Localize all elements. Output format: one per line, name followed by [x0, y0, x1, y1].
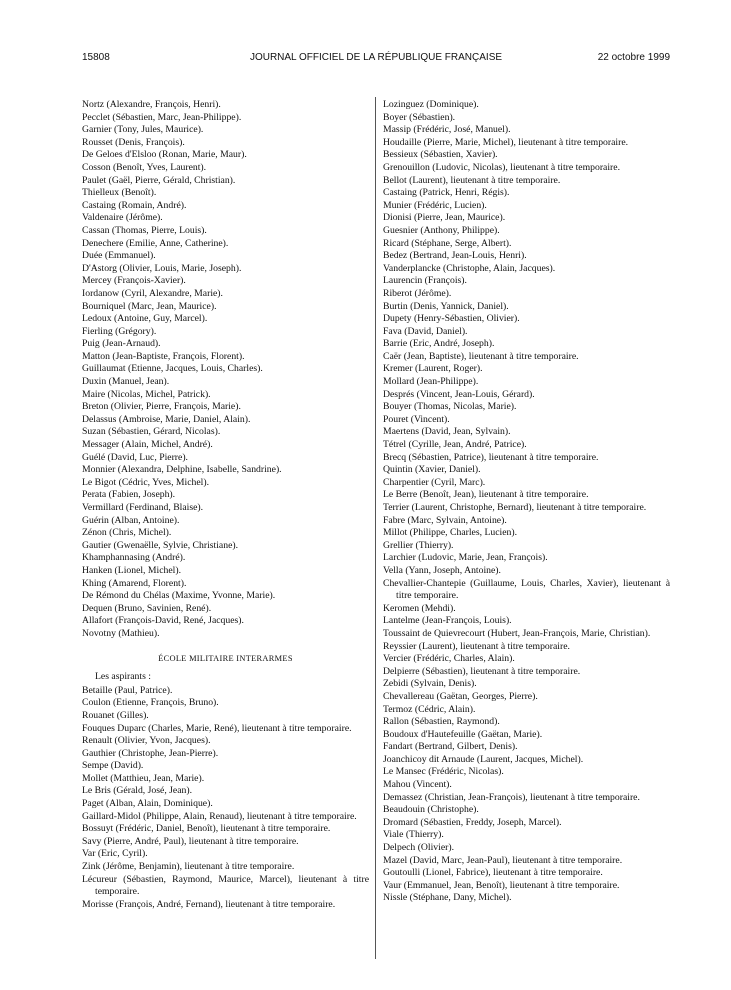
list-item: Termoz (Cédric, Alain). — [383, 703, 476, 715]
list-item: Chevallereau (Gaëtan, Georges, Pierre). — [383, 690, 538, 702]
list-item: Charpentier (Cyril, Marc). — [383, 476, 486, 488]
list-item: Terrier (Laurent, Christophe, Bernard), lieutenant à titre temporaire. — [383, 502, 647, 513]
list-item: Larchier (Ludovic, Marie, Jean, François). — [383, 552, 548, 564]
list-item: D'Astorg (Olivier, Louis, Marie, Joseph). — [82, 262, 242, 274]
publication-date: 22 octobre 1999 — [597, 52, 670, 63]
list-item: Després (Vincent, Jean-Louis, Gérard). — [383, 388, 535, 400]
list-item: Houdaille (Pierre, Marie, Michel), lieutenant à titre temporaire. — [383, 136, 629, 148]
list-item: Betaille (Paul, Patrice). — [82, 684, 173, 696]
list-item: Mollet (Matthieu, Jean, Marie). — [82, 772, 205, 784]
left-column — [82, 99, 369, 961]
right-entry-list — [383, 99, 670, 905]
page-header — [82, 52, 670, 66]
list-item: Dupety (Henry-Sébastien, Olivier). — [383, 313, 520, 325]
list-item: Mahou (Vincent). — [383, 779, 452, 791]
list-item: Le Bris (Gérald, José, Jean). — [82, 785, 193, 797]
list-item: Mollard (Jean-Philippe). — [383, 376, 479, 388]
list-item: Khamphannasing (André). — [82, 552, 186, 564]
list-item: Bossuyt (Frédéric, Daniel, Benoît), lieutenant à titre temporaire. — [82, 823, 331, 835]
list-item: Suzan (Sébastien, Gérard, Nicolas). — [82, 426, 221, 438]
list-item: Ledoux (Antoine, Guy, Marcel). — [82, 313, 208, 325]
list-item: Maire (Nicolas, Michel, Patrick). — [82, 388, 211, 400]
list-item: Thielleux (Benoît). — [82, 187, 157, 199]
list-item: Gauthier (Christophe, Jean-Pierre). — [82, 747, 219, 759]
list-item: Reyssier (Laurent), lieutenant à titre temporaire. — [383, 640, 570, 652]
list-item: Vercier (Frédéric, Charles, Alain). — [383, 653, 515, 665]
list-item: Boyer (Sébastien). — [383, 111, 456, 123]
list-item: Gaillard-Midol (Philippe, Alain, Renaud), lieutenant à titre temporaire. — [82, 810, 357, 822]
section-title: ÉCOLE MILITAIRE INTERARMES — [158, 653, 293, 663]
list-item: Chevallier-Chantepie (Guillaume, Louis, Charles, Xavier), lieutenant à titre temporaire. — [383, 577, 670, 602]
list-item: Allafort (François-David, René, Jacques). — [82, 615, 244, 627]
right-column — [383, 99, 670, 961]
list-item: Duée (Emmanuel). — [82, 250, 156, 262]
list-item: Grellier (Thierry). — [383, 539, 454, 551]
list-item: Khing (Amarend, Florent). — [82, 577, 187, 589]
list-item: Barrie (Eric, André, Joseph). — [383, 338, 495, 350]
list-item: Guérin (Alban, Antoine). — [82, 514, 180, 526]
list-item: Vanderplancke (Christophe, Alain, Jacques). — [383, 262, 556, 274]
journal-title: JOURNAL OFFICIEL DE LA RÉPUBLIQUE FRANÇAISE — [249, 52, 503, 63]
list-item: Viale (Thierry). — [383, 829, 444, 841]
list-item: Caër (Jean, Baptiste), lieutenant à titre temporaire. — [383, 350, 579, 362]
list-item: Paget (Alban, Alain, Dominique). — [82, 798, 213, 810]
list-item: Breton (Olivier, Pierre, François, Marie). — [82, 401, 241, 413]
list-item: Var (Eric, Cyril). — [82, 848, 148, 860]
list-item: Pouret (Vincent). — [383, 413, 450, 425]
list-item: Rousset (Denis, François). — [82, 136, 185, 148]
list-item: Puig (Jean-Arnaud). — [82, 338, 161, 350]
list-item: Delpech (Olivier). — [383, 842, 455, 854]
list-item: Lécureur (Sébastien, Raymond, Maurice, Marcel), lieutenant à titre temporaire. — [82, 873, 369, 898]
section-entry-list — [82, 685, 369, 912]
list-item: Keromen (Mehdi). — [383, 602, 456, 614]
list-item: Massip (Frédéric, José, Manuel). — [383, 124, 511, 136]
list-item: Maertens (David, Jean, Sylvain). — [383, 426, 511, 438]
column-divider — [375, 97, 376, 959]
list-item: Duxin (Manuel, Jean). — [82, 376, 170, 388]
list-item: Renault (Olivier, Yvon, Jacques). — [82, 735, 211, 747]
list-item: Le Berre (Benoît, Jean), lieutenant à titre temporaire. — [383, 489, 589, 501]
list-item: Monnier (Alexandra, Delphine, Isabelle, Sandrine). — [82, 464, 282, 476]
list-item: Millot (Philippe, Charles, Lucien). — [383, 527, 517, 539]
list-item: Iordanow (Cyril, Alexandre, Marie). — [82, 287, 223, 299]
list-item: Fabre (Marc, Sylvain, Antoine). — [383, 514, 507, 526]
list-item: Brecq (Sébastien, Patrice), lieutenant à titre temporaire. — [383, 451, 599, 463]
list-item: Le Mansec (Frédéric, Nicolas). — [383, 766, 504, 778]
list-item: Mazel (David, Marc, Jean-Paul), lieutenant à titre temporaire. — [383, 854, 623, 866]
list-item: Vermillard (Ferdinand, Blaise). — [82, 502, 204, 513]
list-item: Grenouillon (Ludovic, Nicolas), lieutenant à titre temporaire. — [383, 161, 620, 173]
list-item: Laurencin (François). — [383, 275, 467, 287]
list-item: Savy (Pierre, André, Paul), lieutenant à titre temporaire. — [82, 835, 299, 847]
list-item: Dionisi (Pierre, Jean, Maurice). — [383, 212, 506, 224]
list-item: Ricard (Stéphane, Serge, Albert). — [383, 237, 512, 249]
section-subheading: Les aspirants : — [95, 671, 151, 683]
list-item: Denechere (Emilie, Anne, Catherine). — [82, 237, 229, 249]
list-item: Le Bigot (Cédric, Yves, Michel). — [82, 476, 209, 488]
list-item: Bessieux (Sébastien, Xavier). — [383, 149, 498, 161]
list-item: Zink (Jérôme, Benjamin), lieutenant à titre temporaire. — [82, 861, 295, 873]
list-item: Lantelme (Jean-François, Louis). — [383, 615, 512, 627]
list-item: Delassus (Ambroise, Marie, Daniel, Alain). — [82, 413, 251, 425]
list-item: Goutoulli (Lionel, Fabrice), lieutenant à titre temporaire. — [383, 867, 603, 879]
list-item: Vaur (Emmanuel, Jean, Benoît), lieutenant à titre temporaire. — [383, 879, 620, 891]
list-item: Demassez (Christian, Jean-François), lieutenant à titre temporaire. — [383, 791, 640, 803]
list-item: Zebidi (Sylvain, Denis). — [383, 678, 477, 690]
list-item: Joanchicoy dit Arnaude (Laurent, Jacques, Michel). — [383, 753, 584, 765]
list-item: Kremer (Laurent, Roger). — [383, 363, 483, 375]
list-item: De Geloes d'Elsloo (Ronan, Marie, Maur). — [82, 149, 247, 161]
list-item: Boudoux d'Hautefeuille (Gaëtan, Marie). — [383, 728, 543, 740]
list-item: Garnier (Tony, Jules, Maurice). — [82, 124, 204, 136]
list-item: Mercey (François-Xavier). — [82, 275, 186, 287]
list-item: Rallon (Sébastien, Raymond). — [383, 716, 500, 728]
list-item: Fava (David, Daniel). — [383, 325, 468, 337]
list-item: Fierling (Grégory). — [82, 325, 157, 337]
list-item: Bourniquel (Marc, Jean, Maurice). — [82, 300, 217, 312]
list-item: Bellot (Laurent), lieutenant à titre temporaire. — [383, 174, 561, 186]
list-item: De Rémond du Chélas (Maxime, Yvonne, Marie). — [82, 590, 276, 602]
left-entry-list — [82, 99, 369, 641]
list-item: Perata (Fabien, Joseph). — [82, 489, 176, 501]
list-item: Cassan (Thomas, Pierre, Louis). — [82, 224, 207, 236]
list-item: Messager (Alain, Michel, André). — [82, 439, 213, 451]
list-item: Bedez (Bertrand, Jean-Louis, Henri). — [383, 250, 527, 262]
list-item: Zénon (Chris, Michel). — [82, 527, 172, 539]
list-item: Dromard (Sébastien, Freddy, Joseph, Marcel). — [383, 816, 562, 828]
list-item: Matton (Jean-Baptiste, François, Florent). — [82, 350, 245, 362]
list-item: Riberot (Jérôme). — [383, 287, 452, 299]
list-item: Burtin (Denis, Yannick, Daniel). — [383, 300, 509, 312]
list-item: Morisse (François, André, Fernand), lieutenant à titre temporaire. — [82, 898, 336, 910]
list-item: Sempe (David). — [82, 760, 144, 772]
list-item: Tétrel (Cyrille, Jean, André, Patrice). — [383, 439, 527, 451]
list-item: Coulon (Etienne, François, Bruno). — [82, 697, 219, 709]
list-item: Fandart (Bertrand, Gilbert, Denis). — [383, 741, 518, 753]
list-item: Gautier (Gwenaëlle, Sylvie, Christiane). — [82, 539, 239, 551]
list-item: Delpierre (Sébastien), lieutenant à titre temporaire. — [383, 665, 581, 677]
list-item: Nortz (Alexandre, François, Henri). — [82, 99, 221, 110]
list-item: Quintin (Xavier, Daniel). — [383, 464, 481, 476]
list-item: Paulet (Gaël, Pierre, Gérald, Christian). — [82, 174, 236, 186]
list-item: Hanken (Lionel, Michel). — [82, 564, 181, 576]
list-item: Beaudouin (Christophe). — [383, 804, 479, 816]
list-item: Nissle (Stéphane, Dany, Michel). — [383, 892, 512, 904]
list-item: Guélé (David, Luc, Pierre). — [82, 451, 188, 463]
list-item: Bouyer (Thomas, Nicolas, Marie). — [383, 401, 517, 413]
list-item: Cosson (Benoît, Yves, Laurent). — [82, 161, 207, 173]
list-item: Munier (Frédéric, Lucien). — [383, 199, 487, 211]
list-item: Guillaumat (Etienne, Jacques, Louis, Charles). — [82, 363, 263, 375]
list-item: Castaing (Romain, André). — [82, 199, 187, 211]
list-item: Toussaint de Quievrecourt (Hubert, Jean-François, Marie, Christian). — [383, 627, 651, 639]
list-item: Castaing (Patrick, Henri, Régis). — [383, 187, 510, 199]
list-item: Guesnier (Anthony, Philippe). — [383, 224, 500, 236]
list-item: Rouanet (Gilles). — [82, 709, 149, 721]
list-item: Fouques Duparc (Charles, Marie, René), lieutenant à titre temporaire. — [82, 722, 352, 734]
list-item: Lozinguez (Dominique). — [383, 99, 479, 110]
page-number: 15808 — [82, 52, 110, 63]
list-item: Dequen (Bruno, Savinien, René). — [82, 602, 212, 614]
list-item: Valdenaire (Jérôme). — [82, 212, 163, 224]
list-item: Novotny (Mathieu). — [82, 627, 160, 639]
list-item: Vella (Yann, Joseph, Antoine). — [383, 564, 501, 576]
list-item: Pecclet (Sébastien, Marc, Jean-Philippe). — [82, 111, 242, 123]
